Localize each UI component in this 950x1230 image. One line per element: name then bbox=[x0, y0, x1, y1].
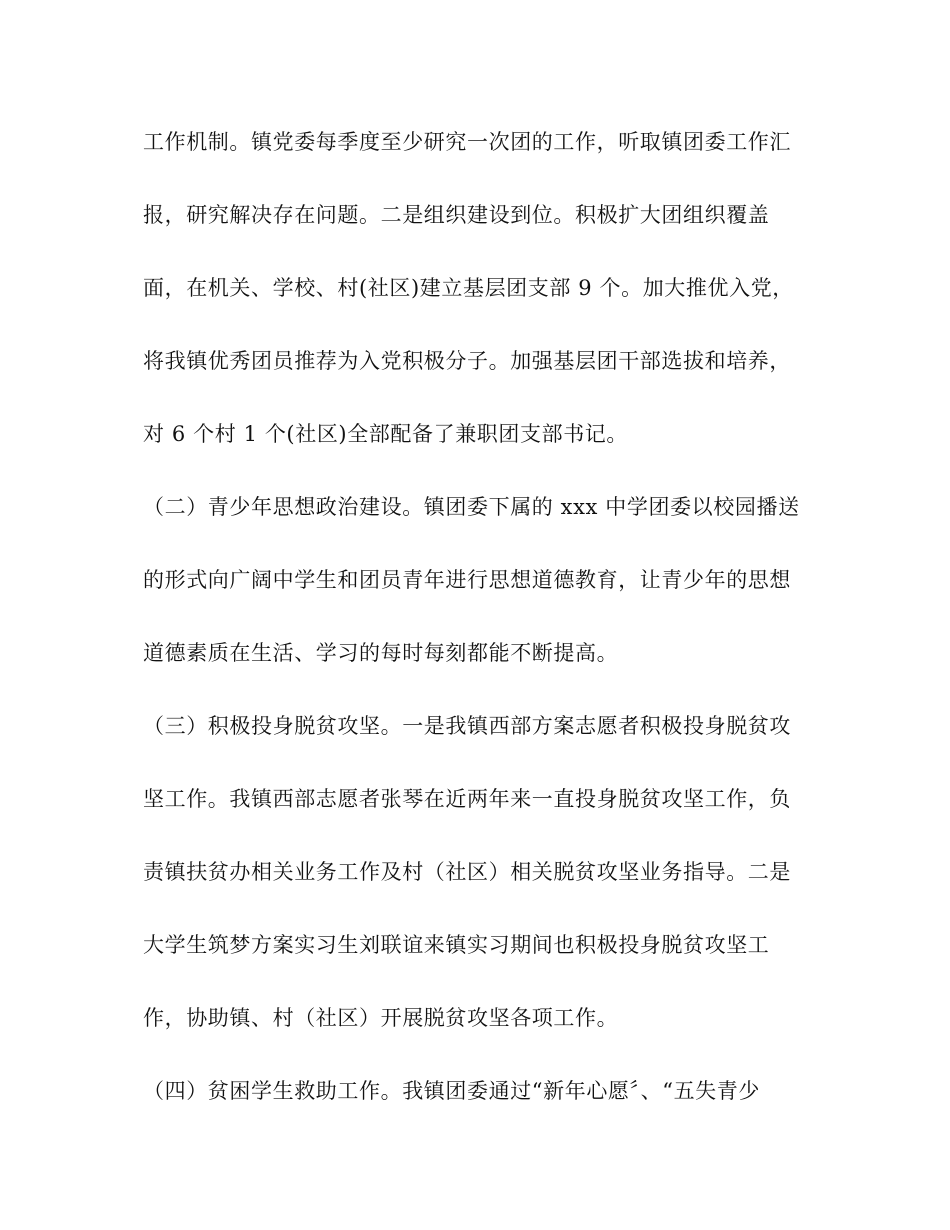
paragraph-line: 将我镇优秀团员推荐为入党积极分子。加强基层团干部选拔和培养， bbox=[143, 349, 791, 373]
paragraph-line: 道德素质在生活、学习的每时每刻都能不断提高。 bbox=[143, 641, 619, 665]
paragraph-line: 坚工作。我镇西部志愿者张琴在近两年来一直投身脱贫攻坚工作，负 bbox=[143, 787, 791, 811]
section-heading-line: （四）贫困学生救助工作。我镇团委通过“新年心愿〞、“五失青少 bbox=[143, 1079, 760, 1103]
paragraph-line: 责镇扶贫办相关业务工作及村（社区）相关脱贫攻坚业务指导。二是 bbox=[143, 860, 791, 884]
paragraph-line: 面，在机关、学校、村(社区)建立基层团支部 9 个。加大推优入党， bbox=[143, 276, 794, 300]
paragraph-line: 工作机制。镇党委每季度至少研究一次团的工作，听取镇团委工作汇 bbox=[143, 130, 791, 154]
section-heading-line: （三）积极投身脱贫攻坚。一是我镇西部方案志愿者积极投身脱贫攻 bbox=[143, 714, 791, 738]
paragraph-line: 作，协助镇、村（社区）开展脱贫攻坚各项工作。 bbox=[143, 1006, 619, 1030]
paragraph-line: 报，研究解决存在问题。二是组织建设到位。积极扩大团组织覆盖 bbox=[143, 203, 770, 227]
section-heading-line: （二）青少年思想政治建设。镇团委下属的 xxx 中学团委以校园播送 bbox=[143, 495, 800, 519]
paragraph-line: 的形式向广阔中学生和团员青年进行思想道德教育，让青少年的思想 bbox=[143, 568, 791, 592]
paragraph-line: 对 6 个村 1 个(社区)全部配备了兼职团支部书记。 bbox=[143, 422, 629, 446]
paragraph-line: 大学生筑梦方案实习生刘联谊来镇实习期间也积极投身脱贫攻坚工 bbox=[143, 933, 770, 957]
